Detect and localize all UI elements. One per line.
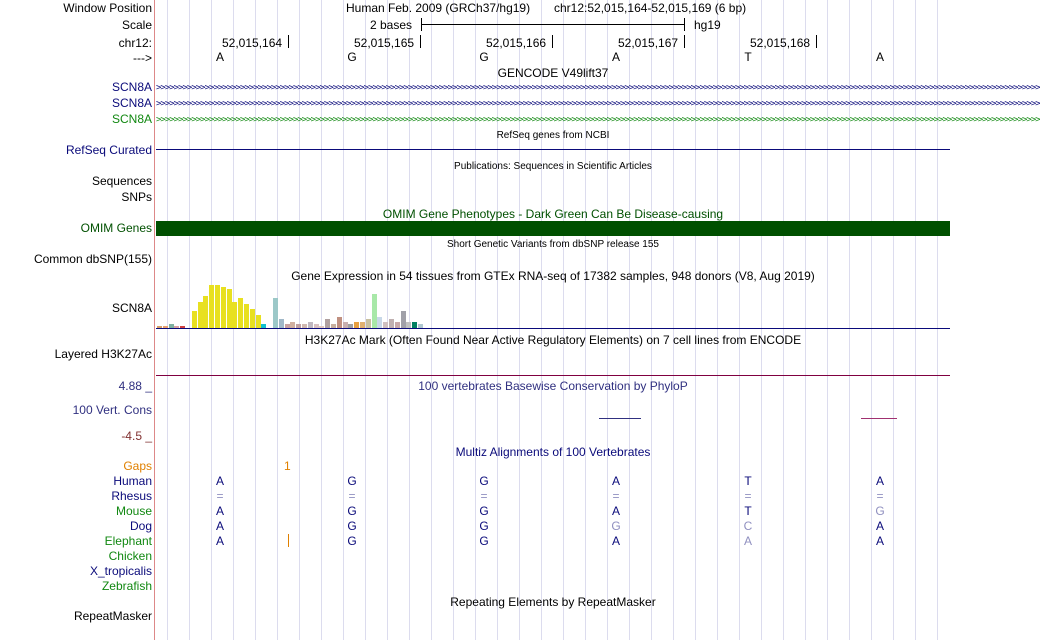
gencode-transcript-3[interactable]: >>>>>>>>>>>>>>>>>>>>>>>>>>>>>>>>>>>>>>>>>>>>>>>>>>>>>>>>>>>>>>>>>>>>>>>>>>>>>>>>>>>>>>>>>>>>>>>>>>>>>>>>>>>>>>>>>>>>>>>>>>>>>>>>>>>>>>>>>>>>>>>>>>>>>>>>>>>>>>>>>>>>>>>>>>>>>>>>>>>>>>>>>>>>>>>>>>>>>>>> (156, 115, 1040, 125)
species-label-zebrafish[interactable]: Zebrafish (101, 579, 152, 593)
alignment-base: A (875, 474, 884, 488)
gencode-transcript-2[interactable]: >>>>>>>>>>>>>>>>>>>>>>>>>>>>>>>>>>>>>>>>>>>>>>>>>>>>>>>>>>>>>>>>>>>>>>>>>>>>>>>>>>>>>>>>>>>>>>>>>>>>>>>>>>>>>>>>>>>>>>>>>>>>>>>>>>>>>>>>>>>>>>>>>>>>>>>>>>>>>>>>>>>>>>>>>>>>>>>>>>>>>>>>>>>>>>>>>>>>>>>> (156, 99, 1040, 109)
alignment-base: G (875, 504, 885, 518)
gtex-tissue-bar[interactable] (238, 298, 243, 328)
gtex-label[interactable]: SCN8A (111, 301, 152, 315)
phylop-signal (861, 418, 897, 419)
species-label-rhesus[interactable]: Rhesus (111, 489, 152, 503)
scale-bar (421, 24, 685, 25)
alignment-base: G (347, 474, 357, 488)
alignment-base: = (480, 489, 488, 503)
publications-title[interactable]: Publications: Sequences in Scientific Articles (454, 161, 652, 172)
gtex-tissue-bar[interactable] (250, 309, 255, 328)
alignment-base: A (611, 504, 620, 518)
omim-feature-bar[interactable] (156, 221, 950, 236)
alignment-base: G (347, 504, 357, 518)
gencode-title[interactable]: GENCODE V49lift37 (497, 66, 609, 80)
gencode-transcript-1[interactable]: >>>>>>>>>>>>>>>>>>>>>>>>>>>>>>>>>>>>>>>>>>>>>>>>>>>>>>>>>>>>>>>>>>>>>>>>>>>>>>>>>>>>>>>>>>>>>>>>>>>>>>>>>>>>>>>>>>>>>>>>>>>>>>>>>>>>>>>>>>>>>>>>>>>>>>>>>>>>>>>>>>>>>>>>>>>>>>>>>>>>>>>>>>>>>>>>>>>>>>>> (156, 83, 1040, 93)
coord-2: 52,015,165 (354, 36, 415, 50)
coord-5: 52,015,168 (750, 36, 811, 50)
alignment-base: G (347, 534, 357, 548)
coord-tick-3 (552, 35, 553, 48)
publications-label-snps[interactable]: SNPs (121, 190, 152, 204)
alignment-base: T (744, 504, 752, 518)
phylop-signal (599, 418, 641, 419)
alignment-base: = (216, 489, 224, 503)
alignment-base: T (744, 474, 752, 488)
refseq-title[interactable]: RefSeq genes from NCBI (496, 130, 610, 141)
ref-base: G (479, 50, 489, 64)
species-label-mouse[interactable]: Mouse (115, 504, 152, 518)
gtex-title[interactable]: Gene Expression in 54 tissues from GTEx RNA-seq of 17382 samples, 948 donors (V8, Aug 2019) (291, 269, 815, 283)
coord-3: 52,015,166 (486, 36, 547, 50)
gtex-tissue-bar[interactable] (325, 319, 330, 328)
species-label-dog[interactable]: Dog (129, 519, 152, 533)
gencode-label-1[interactable]: SCN8A (111, 80, 152, 94)
alignment-base: A (875, 534, 884, 548)
alignment-base: C (743, 519, 753, 533)
gap-marker (288, 534, 289, 547)
position-text[interactable]: chr12:52,015,164-52,015,169 (6 bp) (554, 1, 747, 15)
alignment-base: A (215, 474, 224, 488)
gtex-tissue-bar[interactable] (389, 319, 394, 328)
multiz-gaps-label[interactable]: Gaps (123, 459, 152, 473)
gtex-tissue-bar[interactable] (337, 317, 342, 328)
alignment-base: = (612, 489, 620, 503)
refseq-gene-line[interactable] (156, 149, 950, 150)
alignment-base: G (479, 519, 489, 533)
assembly-text: Human Feb. 2009 (GRCh37/hg19) (346, 1, 531, 15)
coord-tick-4 (684, 35, 685, 48)
dbsnp-label[interactable]: Common dbSNP(155) (33, 252, 152, 266)
alignment-base: G (479, 534, 489, 548)
omim-title[interactable]: OMIM Gene Phenotypes - Dark Green Can Be Disease-causing (382, 207, 724, 221)
phylop-ymax: 4.88 _ (118, 379, 152, 393)
chromosome-label: chr12: (118, 36, 152, 50)
omim-label[interactable]: OMIM Genes (80, 221, 152, 235)
gtex-tissue-bar[interactable] (215, 285, 220, 328)
coord-tick-5 (816, 35, 817, 48)
alignment-base: = (348, 489, 356, 503)
gtex-tissue-bar[interactable] (244, 304, 249, 328)
species-label-elephant[interactable]: Elephant (104, 534, 152, 548)
ref-base: A (875, 50, 884, 64)
species-label-human[interactable]: Human (113, 474, 152, 488)
alignment-base: A (611, 474, 620, 488)
db-text: hg19 (694, 18, 721, 32)
phylop-title[interactable]: 100 vertebrates Basewise Conservation by PhyloP (418, 379, 688, 393)
gtex-tissue-bar[interactable] (377, 317, 382, 328)
gtex-tissue-bar[interactable] (192, 311, 197, 328)
phylop-ymin: -4.5 _ (121, 429, 152, 443)
gtex-gene-line (156, 328, 950, 329)
scale-text: 2 bases (370, 18, 413, 32)
coord-tick-2 (420, 35, 421, 48)
gtex-tissue-bar[interactable] (401, 311, 406, 328)
gtex-tissue-bar[interactable] (366, 319, 371, 328)
coord-tick-1 (288, 35, 289, 48)
h3k27ac-baseline (156, 375, 950, 376)
gtex-tissue-bar[interactable] (209, 285, 214, 328)
strand-label: ---> (133, 51, 152, 65)
gtex-tissue-bar[interactable] (232, 302, 237, 328)
alignment-base: A (611, 534, 620, 548)
gtex-tissue-bar[interactable] (198, 302, 203, 328)
publications-label-sequences[interactable]: Sequences (91, 174, 152, 188)
coord-4: 52,015,167 (618, 36, 679, 50)
alignment-base: A (875, 519, 884, 533)
multiz-gap-count: 1 (284, 459, 291, 473)
alignment-base: G (347, 519, 357, 533)
gencode-label-2[interactable]: SCN8A (111, 96, 152, 110)
alignment-base: A (743, 534, 752, 548)
repeatmasker-title[interactable]: Repeating Elements by RepeatMasker (450, 595, 656, 609)
gtex-tissue-bar[interactable] (221, 287, 226, 328)
alignment-base: G (479, 504, 489, 518)
label-divider (154, 0, 155, 640)
scale-bar-right (684, 18, 685, 31)
refseq-label[interactable]: RefSeq Curated (65, 143, 152, 157)
phylop-label[interactable]: 100 Vert. Cons (72, 403, 152, 417)
window-position-label: Window Position (63, 1, 152, 15)
repeatmasker-label[interactable]: RepeatMasker (73, 609, 152, 623)
alignment-base: G (611, 519, 621, 533)
h3k27ac-label[interactable]: Layered H3K27Ac (54, 347, 152, 361)
species-label-xtropicalis[interactable]: X_tropicalis (89, 564, 152, 578)
dbsnp-title[interactable]: Short Genetic Variants from dbSNP release 155 (447, 239, 659, 250)
gtex-tissue-bar[interactable] (203, 296, 208, 328)
ref-base: G (347, 50, 357, 64)
alignment-base: A (215, 534, 224, 548)
species-label-chicken[interactable]: Chicken (108, 549, 152, 563)
gtex-tissue-bar[interactable] (372, 294, 377, 328)
alignment-base: G (479, 474, 489, 488)
gtex-tissue-bar[interactable] (227, 289, 232, 328)
scale-bar-left (421, 18, 422, 31)
alignment-base: = (744, 489, 752, 503)
gtex-tissue-bar[interactable] (273, 298, 278, 328)
gtex-tissue-bar[interactable] (256, 315, 261, 328)
alignment-base: A (215, 519, 224, 533)
h3k27ac-title[interactable]: H3K27Ac Mark (Often Found Near Active Regulatory Elements) on 7 cell lines from ENCODE (304, 333, 802, 347)
ref-base: A (215, 50, 224, 64)
ref-base: A (611, 50, 620, 64)
multiz-title[interactable]: Multiz Alignments of 100 Vertebrates (455, 445, 651, 459)
gencode-label-3[interactable]: SCN8A (111, 112, 152, 126)
alignment-base: = (876, 489, 884, 503)
alignment-base: A (215, 504, 224, 518)
scale-label: Scale (121, 18, 152, 32)
gtex-tissue-bar[interactable] (279, 319, 284, 328)
ref-base: T (744, 50, 752, 64)
coord-1: 52,015,164 (222, 36, 283, 50)
